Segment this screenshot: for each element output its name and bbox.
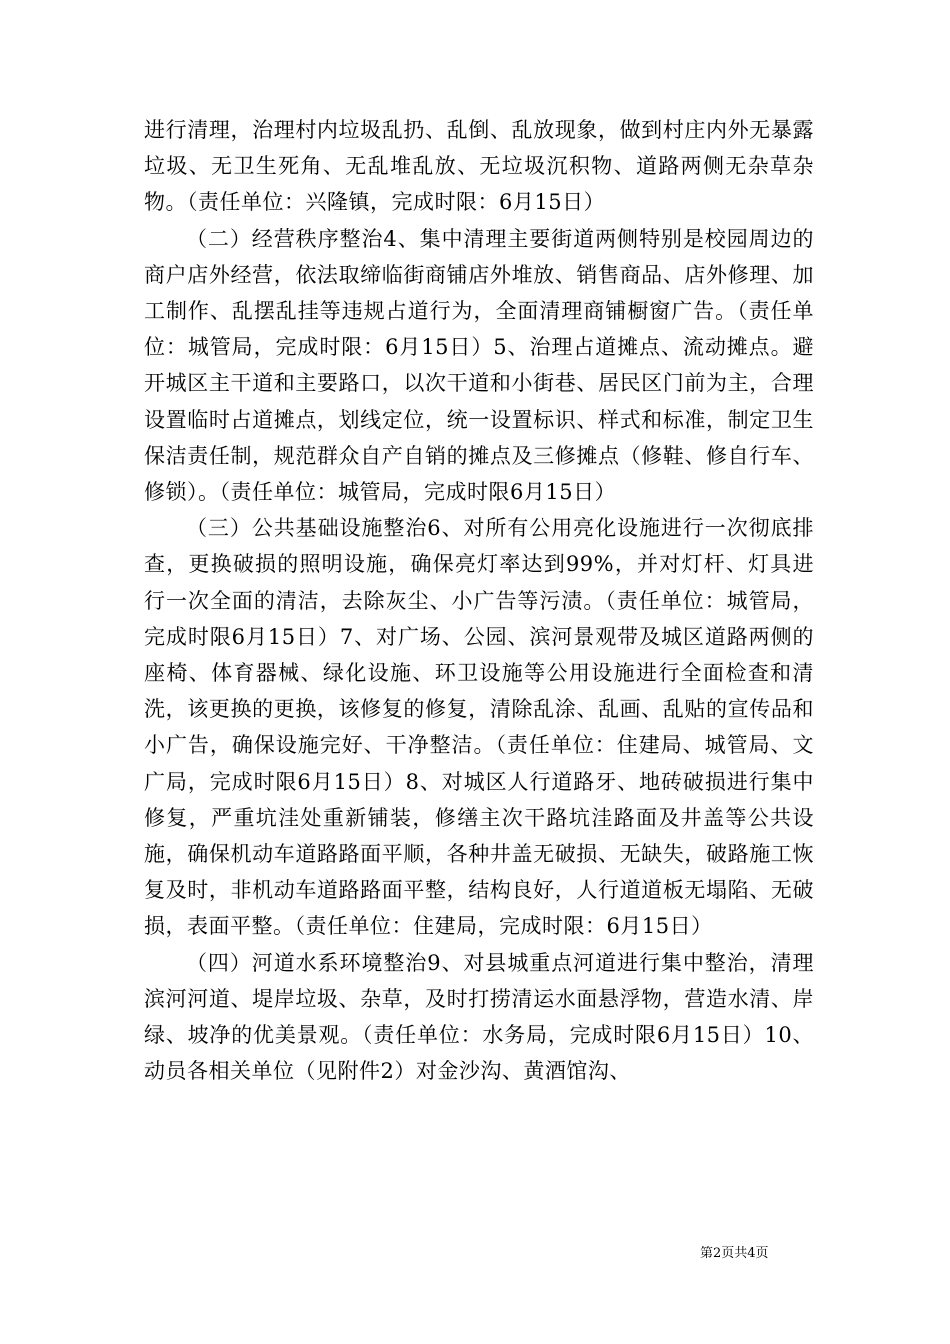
paragraph-continuation: 进行清理，治理村内垃圾乱扔、乱倒、乱放现象，做到村庄内外无暴露垃圾、无卫生死角、无乱堆乱放、无垃圾沉积物、道路两侧无杂草杂物。（责任单位：兴隆镇，完成时限：6月15日） <box>144 118 814 215</box>
document-body <box>144 112 814 1089</box>
page-number-footer: 第2页共4页 <box>700 1246 769 1261</box>
paragraph-business-order: （二）经营秩序整治4、集中清理主要街道两侧特别是校园周边的商户店外经营，依法取缔临街商铺店外堆放、销售商品、店外修理、加工制作、乱摆乱挂等违规占道行为，全面清理商铺橱窗广告。（责任单位：城管局，完成时限：6月15日）5、治理占道摊点、流动摊点。避开城区主干道和主要路口，以次干道和小街巷、居民区门前为主，合理设置临时占道摊点，划线定位，统一设置标识、样式和标准，制定卫生保洁责任制，规范群众自产自销的摊点及三修摊点（修鞋、修自行车、修锁）。（责任单位：城管局，完成时限6月15日） <box>144 226 814 505</box>
paragraph-public-facilities: （三）公共基础设施整治6、对所有公用亮化设施进行一次彻底排查，更换破损的照明设施，确保亮灯率达到99%，并对灯杆、灯具进行一次全面的清洁，去除灰尘、小广告等污渍。（责任单位：城管局，完成时限6月15日）7、对广场、公园、滨河景观带及城区道路两侧的座椅、体育器械、绿化设施、环卫设施等公用设施进行全面检查和清洗，该更换的更换，该修复的修复，清除乱涂、乱画、乱贴的宣传品和小广告，确保设施完好、干净整洁。（责任单位：住建局、城管局、文广局，完成时限6月15日）8、对城区人行道路牙、地砖破损进行集中修复，严重坑洼处重新铺装，修缮主次干路坑洼路面及井盖等公共设施，确保机动车道路路面平顺，各种井盖无破损、无缺失，破路施工恢复及时，非机动车道路路面平整，结构良好，人行道道板无塌陷、无破损，表面平整。（责任单位：住建局，完成时限：6月15日） <box>144 516 814 939</box>
paragraph-river-system: （四）河道水系环境整治9、对县城重点河道进行集中整治，清理滨河河道、堤岸垃圾、杂草，及时打捞清运水面悬浮物，营造水清、岸绿、坡净的优美景观。（责任单位：水务局，完成时限6月15日）10、动员各相关单位（见附件2）对金沙沟、黄酒馆沟、 <box>144 950 814 1084</box>
